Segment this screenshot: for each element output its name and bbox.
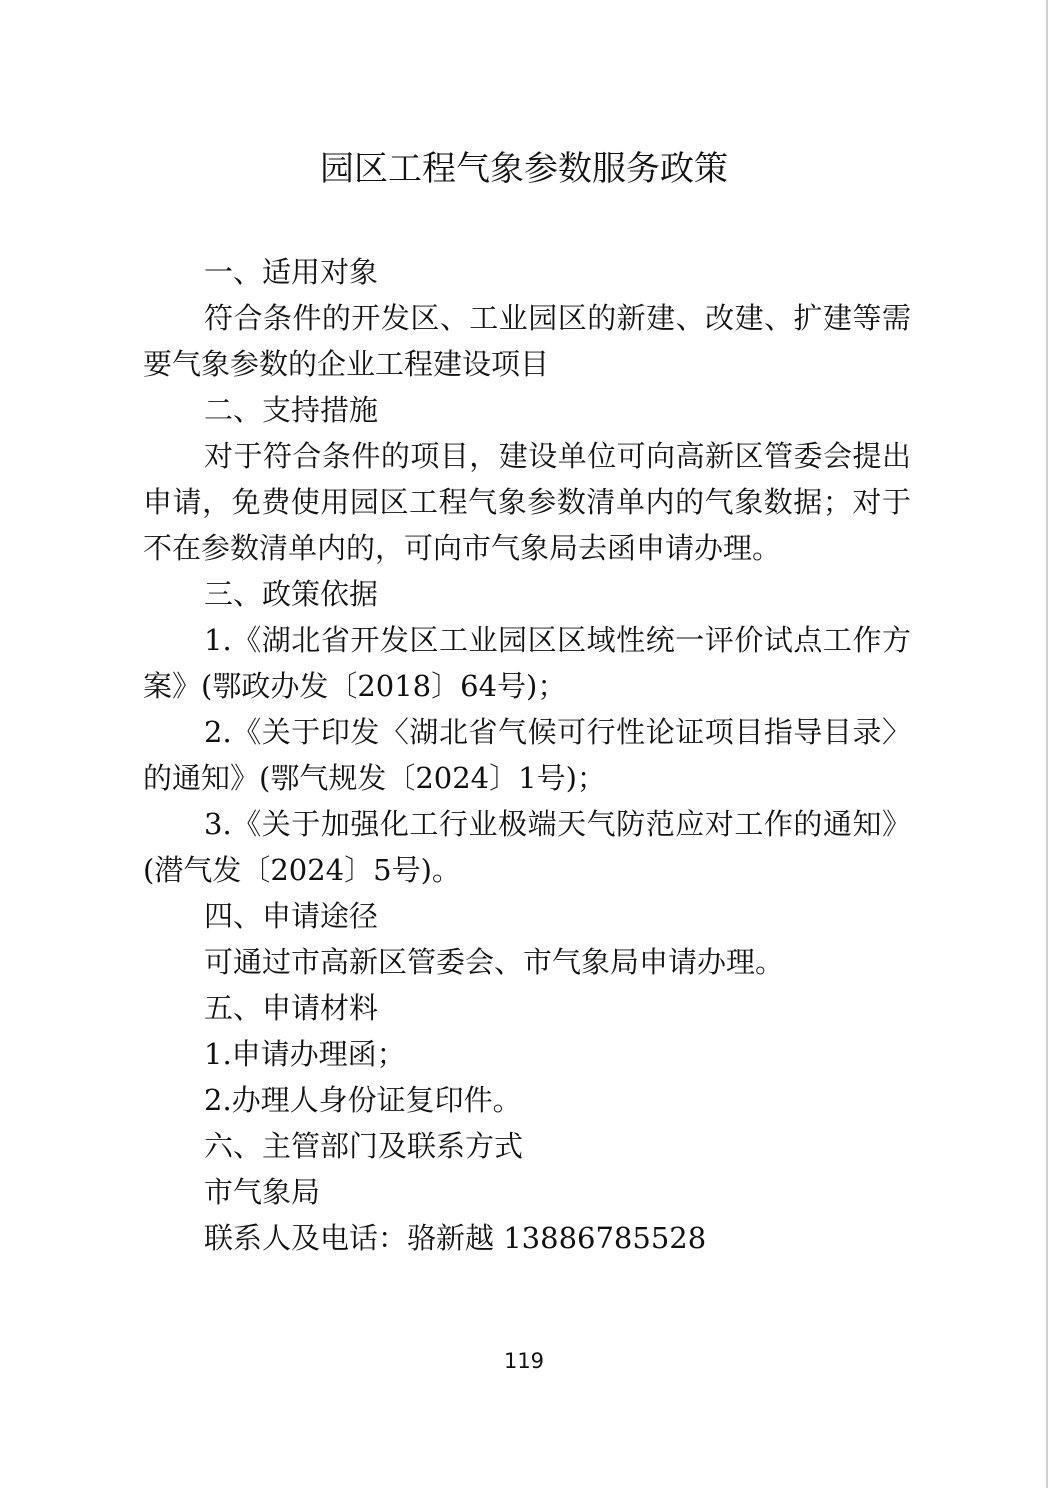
section-heading-applicable-objects: 一、适用对象 bbox=[204, 255, 379, 289]
support-measures-text: 对于符合条件的项目，建设单位可向高新区管委会提出申请，免费使用园区工程气象参数清单内的气象数据；对于不在参数清单内的，可向市气象局去函申请办理。 bbox=[143, 439, 911, 565]
section-heading-application-channel: 四、申请途径 bbox=[204, 899, 379, 933]
department-name: 市气象局 bbox=[204, 1175, 321, 1209]
policy-basis-item-3: 3.《关于加强化工行业极端天气防范应对工作的通知》(潜气发〔2024〕5号)。 bbox=[143, 807, 911, 887]
document-title: 园区工程气象参数服务政策 bbox=[320, 149, 728, 189]
application-channel-text: 可通过市高新区管委会、市气象局申请办理。 bbox=[204, 945, 785, 979]
application-material-item-2: 2.办理人身份证复印件。 bbox=[204, 1083, 522, 1117]
section-heading-department-contact: 六、主管部门及联系方式 bbox=[204, 1129, 524, 1163]
policy-basis-item-2: 2.《关于印发〈湖北省气候可行性论证项目指导目录〉的通知》(鄂气规发〔2024〕1号)； bbox=[143, 715, 911, 795]
application-material-item-1: 1.申请办理函； bbox=[204, 1037, 406, 1071]
contact-person-phone: 联系人及电话：骆新越 13886785528 bbox=[204, 1221, 707, 1255]
document-body bbox=[143, 249, 911, 1261]
section-heading-support-measures: 二、支持措施 bbox=[204, 393, 379, 427]
applicable-objects-text: 符合条件的开发区、工业园区的新建、改建、扩建等需要气象参数的企业工程建设项目 bbox=[143, 301, 911, 381]
page-number: 119 bbox=[503, 1349, 545, 1373]
section-heading-policy-basis: 三、政策依据 bbox=[204, 577, 379, 611]
section-heading-application-materials: 五、申请材料 bbox=[204, 991, 379, 1025]
policy-basis-item-1: 1.《湖北省开发区工业园区区域性统一评价试点工作方案》(鄂政办发〔2018〕64号)； bbox=[143, 623, 911, 703]
